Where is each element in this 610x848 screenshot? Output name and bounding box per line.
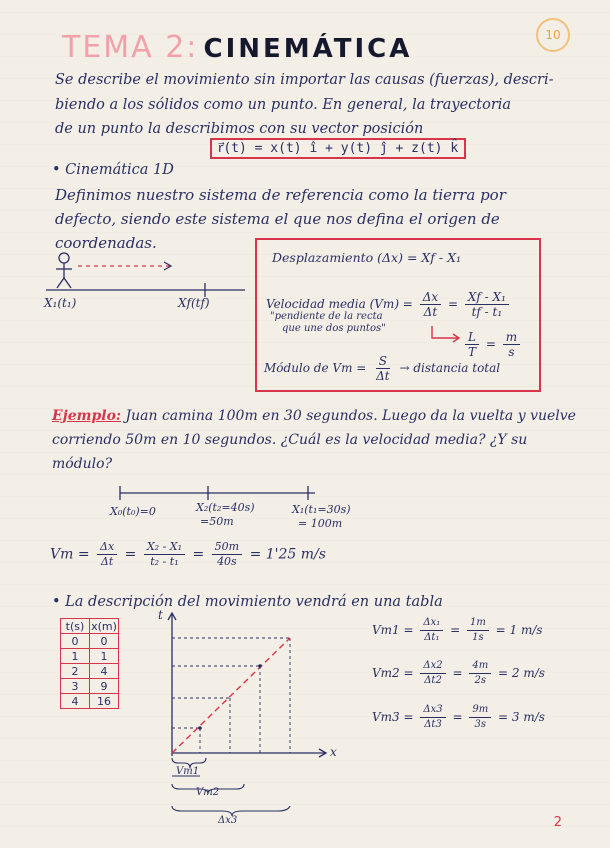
point-x0: X₀(t₀)=0 — [110, 505, 156, 518]
vm-note-line-2: que une dos puntos" — [282, 323, 386, 334]
page-number: 2 — [553, 815, 562, 830]
ejemplo-vm-equation: Vm = $\frac{\Delta x}{\Delta t}$ = $\frac{\text{X₂ - X₁}}{\text{t₂ - t₁}}$ = $\frac{50m}{40s}$ = 1'25 m/s — [50, 540, 326, 568]
modulo-definition: Módulo de Vm = $\frac{S}{\Delta t}$ → distancia total — [264, 354, 501, 383]
desplazamiento-definition: Desplazamiento (Δx) = Xf - X₁ — [272, 250, 462, 265]
table-row: 3 9 — [61, 679, 119, 694]
ejemplo-line-1: Ejemplo: Juan camina 100m en 30 segundos. Luego da la vuelta y vuelve — [52, 408, 576, 424]
section1-line-1: Definimos nuestro sistema de referencia como la tierra por — [55, 186, 506, 204]
vm1-equation: Vm1 = $\frac{\text{Δx₁}}{\text{Δt₁}}$ = $\frac{1m}{1s}$ = 1 m/s — [372, 617, 543, 643]
position-time-graph — [150, 608, 340, 823]
intro-line-1: Se describe el movimiento sin importar las causas (fuerzas), descri- — [55, 72, 554, 88]
units-fraction: $\frac{L}{T}$ = $\frac{m}{s}$ — [462, 330, 523, 359]
section2-heading: • La descripción del movimiento vendrá en una tabla — [52, 594, 443, 610]
section1-line-3: coordenadas. — [55, 234, 157, 252]
position-vector-formula: r⃗(t) = x(t) î + y(t) ĵ + z(t) k̂ — [210, 138, 466, 159]
ejemplo-line-2: corriendo 50m en 10 segundos. ¿Cuál es la velocidad media? ¿Y su — [52, 432, 528, 448]
section1-line-2: defecto, siendo este sistema el que nos defina el origen de — [55, 210, 500, 228]
table-row: 2 4 — [61, 664, 119, 679]
vm-fraction-2: $\frac{\text{Xf - X₁}}{\text{tf - t₁}}$ — [465, 290, 509, 319]
table-row: 0 0 — [61, 634, 119, 649]
ejemplo-line-3: módulo? — [52, 456, 113, 472]
vm-fraction-1: $\frac{\Delta x}{\Delta t}$ — [420, 290, 441, 319]
x-axis-label: x — [330, 745, 337, 759]
intro-line-2: biendo a los sólidos como un punto. En general, la trayectoria — [55, 97, 512, 113]
ejemplo-axis — [110, 483, 330, 503]
table-row: 4 16 — [61, 694, 119, 709]
section-heading-cinematica-1d: • Cinemática 1D — [52, 162, 174, 178]
table-header-x: x(m) — [91, 619, 117, 633]
page-badge: 10 — [536, 18, 570, 52]
point-x2-b: =50m — [200, 515, 234, 528]
vm-label: Velocidad media (Vm) = — [266, 297, 413, 311]
point-x1-b: = 100m — [298, 517, 343, 530]
vm3-equation: Vm3 = $\frac{\Delta x3}{\Delta t3}$ = $\frac{9m}{3s}$ = 3 m/s — [372, 704, 545, 730]
brace-vm1-label: Vm1 — [176, 766, 200, 777]
x1-label: X₁(t₁) — [44, 296, 77, 310]
brace-vm2-label: Vm2 — [196, 787, 220, 798]
brace-dx3-label: Δx3 — [218, 815, 238, 826]
point-x2-a: X₂(t₂=40s) — [196, 501, 255, 514]
title-prefix: TEMA 2: — [62, 30, 199, 65]
intro-line-3: de un punto la describimos con su vector posición — [55, 121, 424, 137]
velocidad-media-definition: Velocidad media (Vm) = $\frac{\Delta x}{\Delta t}$ = $\frac{\text{Xf - X₁}}{\text{tf - t₁}}$ — [266, 290, 512, 319]
ejemplo-result: = 1'25 m/s — [249, 546, 326, 563]
ejemplo-label: Ejemplo: — [52, 408, 122, 424]
t-axis-label: t — [158, 608, 163, 622]
title-name: CINEMÁTICA — [203, 34, 413, 64]
table-header-t: t(s) — [61, 619, 90, 634]
vm2-equation: Vm2 = $\frac{\Delta x2}{\Delta t2}$ = $\frac{4m}{2s}$ = 2 m/s — [372, 660, 545, 686]
trend-line — [172, 638, 290, 753]
page-title — [62, 30, 412, 65]
xf-label: Xf(tf) — [178, 296, 210, 310]
position-table — [60, 618, 119, 709]
point-x1-a: X₁(t₁=30s) — [292, 503, 351, 516]
vm-note-line-1: "pendiente de la recta — [270, 311, 383, 322]
table-row: 1 1 — [61, 649, 119, 664]
